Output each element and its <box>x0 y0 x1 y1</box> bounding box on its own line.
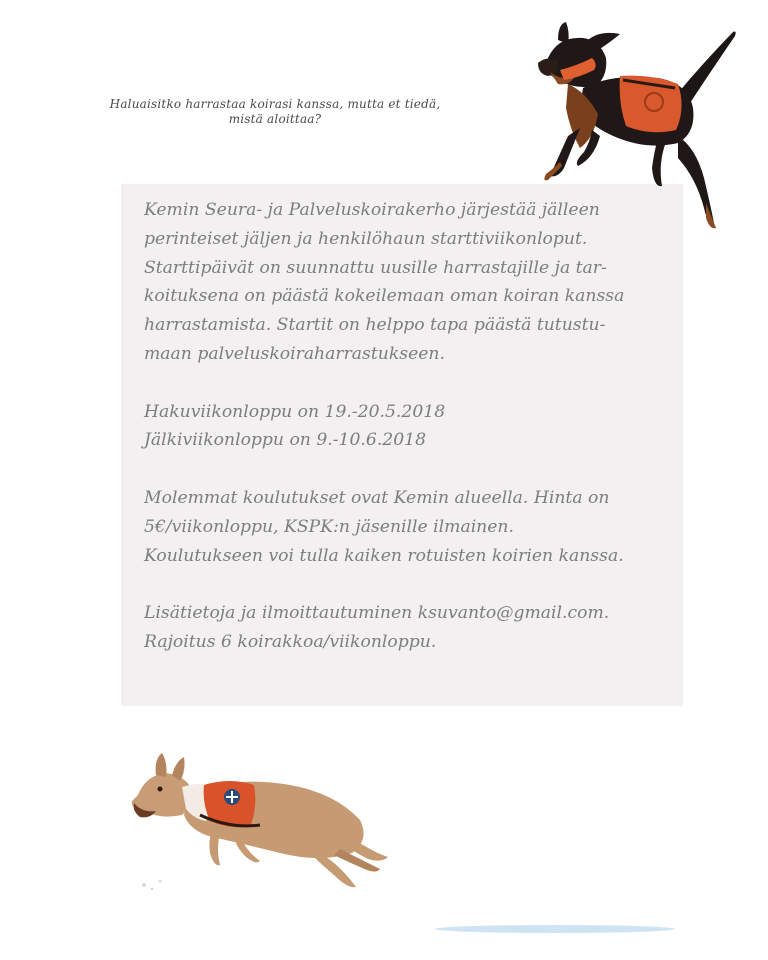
bottom-dog-image <box>120 745 400 895</box>
top-dog-image <box>528 18 748 233</box>
intro-line: harrastamista. Startit on helppo tapa päästä tutustu- <box>144 315 606 336</box>
contact-line: Lisätietoja ja ilmoittautuminen ksuvanto@gmail.com. <box>144 603 610 624</box>
info-text <box>144 196 664 657</box>
details-line: Koulutukseen voi tulla kaiken rotuisten koirien kanssa. <box>144 545 624 566</box>
date-jalki: Jälkiviikonloppu on 9.-10.6.2018 <box>144 430 427 451</box>
details-line: Molemmat koulutukset ovat Kemin alueella. Hinta on <box>144 487 610 508</box>
details-line: 5€/viikonloppu, KSPK:n jäsenille ilmainen. <box>144 516 514 537</box>
intro-line: Starttipäivät on suunnattu uusille harrastajille ja tar- <box>144 257 607 278</box>
headline <box>40 97 510 127</box>
intro-line: perinteiset jäljen ja henkilöhaun starttiviikonloput. <box>144 228 588 249</box>
headline-line-2: mistä aloittaa? <box>228 112 322 126</box>
headline-line-1: Haluaisitko harrastaa koirasi kanssa, mutta et tiedä, <box>109 97 441 111</box>
date-haku: Hakuviikonloppu on 19.-20.5.2018 <box>144 401 446 422</box>
intro-line: Kemin Seura- ja Palveluskoirakerho järjestää jälleen <box>144 200 600 220</box>
contact-line: Rajoitus 6 koirakkoa/viikonloppu. <box>144 631 437 652</box>
intro-line: maan palveluskoiraharrastukseen. <box>144 343 445 364</box>
snow-shadow <box>430 922 680 936</box>
intro-line: koituksena on päästä kokeilemaan oman koiran kanssa <box>144 286 625 307</box>
